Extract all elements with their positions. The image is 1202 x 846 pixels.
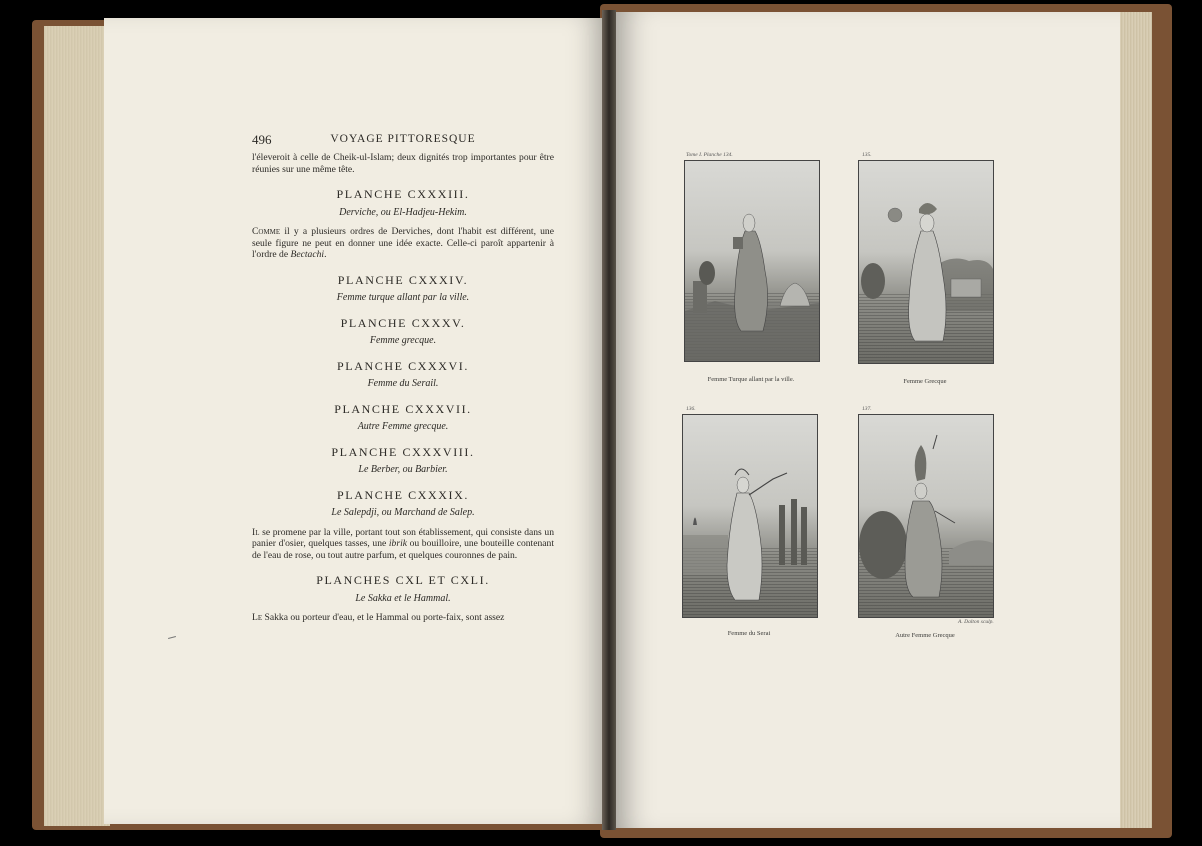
plate-caption-135: Femme grecque. bbox=[369, 335, 437, 346]
plate-engraving-femme-turque bbox=[684, 160, 820, 362]
plate-heading-134: PLANCHE CXXXIV. bbox=[337, 272, 469, 287]
drop-word: Comme bbox=[252, 226, 281, 237]
paragraph-sakka bbox=[252, 612, 554, 624]
plate-caption-138: Le Berber, ou Barbier. bbox=[358, 464, 448, 475]
plate-heading-136: PLANCHE CXXXVI. bbox=[337, 358, 469, 373]
plate-figure-drawing bbox=[683, 415, 817, 617]
paragraph-derviche bbox=[252, 226, 554, 261]
paragraph-text: se promene par la ville, portant tout son établissement, qui consiste dans un panier d'osier, quelques tasses, une bbox=[252, 526, 554, 549]
plate-caption-133: Derviche, ou El-Hadjeu-Hekim. bbox=[339, 206, 467, 218]
paragraph-end: ou bouilloire, une bouteille contenant de l'eau de rose, ou tout autre parfum, et quelques couronnes de pain. bbox=[252, 538, 554, 561]
italic-term: ibrik bbox=[388, 538, 407, 549]
plate-number-136: 136. bbox=[686, 406, 696, 412]
plate-number-135: 135. bbox=[862, 152, 872, 158]
plate-heading-140-141: PLANCHES CXL ET CXLI. bbox=[316, 573, 490, 587]
drop-word: Le bbox=[252, 612, 263, 623]
plate-heading-133: PLANCHE CXXXIII. bbox=[336, 187, 470, 201]
paragraph-text: il y a plusieurs ordres de Derviches, dont l'habit est différent, une seule figure ne peut en donner une idée exacte. Celle-ci paroît appartenir à l'ordre de bbox=[252, 226, 554, 260]
plate-caption-femme-turque: Femme Turque allant par la ville. bbox=[707, 376, 795, 383]
drop-word: Il bbox=[252, 526, 260, 538]
plate-number-137: 137. bbox=[862, 406, 872, 412]
plate-caption-femme-grecque: Femme Grecque bbox=[903, 378, 947, 385]
paragraph-text: Sakka ou porteur d'eau, et le Hammal ou porte-faix, sont assez bbox=[262, 612, 505, 623]
running-head-title: VOYAGE PITTORESQUE bbox=[330, 133, 476, 145]
plate-figure-drawing bbox=[685, 161, 819, 361]
plate-caption-autre-femme-grecque: Autre Femme Grecque bbox=[895, 632, 955, 639]
plate-caption-femme-du-serai: Femme du Serai bbox=[727, 630, 771, 637]
plate-figure-drawing bbox=[859, 415, 993, 617]
plate-number-134: Tome I. Planche 134. bbox=[686, 152, 733, 158]
opening-paragraph: l'éleveroit à celle de Cheik-ul-Islam; deux dignités trop importantes pour être réunies sur une même tête. bbox=[252, 152, 554, 175]
plate-engraving-femme-grecque bbox=[858, 160, 994, 364]
running-header bbox=[252, 134, 554, 150]
plate-engraving-femme-du-serai bbox=[682, 414, 818, 618]
plate-caption-134: Femme turque allant par la ville. bbox=[336, 292, 470, 303]
plate-caption-139: Le Salepdji, ou Marchand de Salep. bbox=[331, 507, 475, 518]
plate-caption-140-141: Le Sakka et le Hammal. bbox=[355, 592, 451, 604]
plate-heading-135: PLANCHE CXXXV. bbox=[340, 315, 466, 330]
italic-term: Bectachi bbox=[290, 249, 325, 260]
paragraph-salep bbox=[252, 527, 554, 562]
plate-engraving-autre-femme-grecque bbox=[858, 414, 994, 618]
plate-heading-137: PLANCHE CXXXVII. bbox=[334, 401, 472, 416]
page-edges-left bbox=[44, 26, 110, 826]
book-gutter bbox=[602, 10, 616, 830]
plate-figure-drawing bbox=[859, 161, 993, 363]
plate-heading-139: PLANCHE CXXXIX. bbox=[337, 487, 469, 502]
engraver-credit: A. Dalton sculp. bbox=[958, 619, 994, 625]
page-number: 496 bbox=[252, 132, 272, 147]
plate-caption-137: Autre Femme grecque. bbox=[357, 421, 449, 432]
paragraph-end: . bbox=[324, 249, 327, 260]
left-page-text bbox=[252, 134, 554, 624]
plate-caption-136: Femme du Serail. bbox=[367, 378, 439, 389]
plate-heading-138: PLANCHE CXXXVIII. bbox=[331, 444, 475, 459]
